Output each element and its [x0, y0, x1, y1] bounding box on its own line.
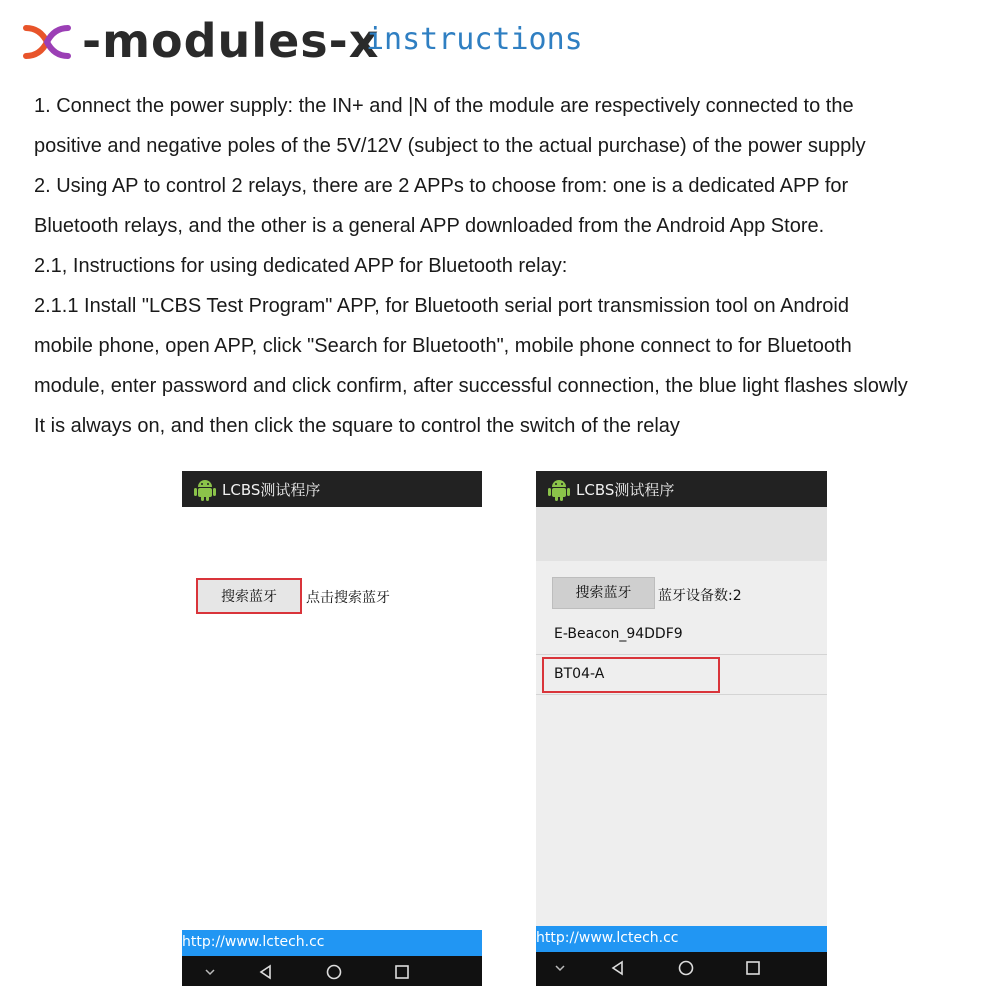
x-logo-icon [22, 24, 72, 60]
brand-header [22, 14, 412, 68]
search-bluetooth-button[interactable]: 搜索蓝牙 [196, 578, 302, 614]
text-line: mobile phone, open APP, click "Search for Bluetooth", mobile phone connect to for Bluetooth [34, 335, 852, 357]
text-line: module, enter password and click confirm, after successful connection, the blue light flashes slowly [34, 375, 908, 397]
url-text[interactable]: http://www.lctech.cc [536, 930, 679, 946]
brand-name: -modules-x [82, 14, 380, 68]
phone-screenshot-search [182, 471, 482, 986]
text-line: 2. Using AP to control 2 relays, there are 2 APPs to choose from: one is a dedicated APP for [34, 175, 849, 197]
device-count: 蓝牙设备数:2 [658, 588, 742, 604]
device-list-item[interactable] [536, 615, 827, 655]
device-name: BT04-A [554, 666, 605, 682]
android-nav-bar [182, 956, 482, 986]
text-line: 2.1.1 Install "LCBS Test Program" APP, for Bluetooth serial port transmission tool on Android [34, 295, 849, 317]
home-icon[interactable] [324, 962, 344, 982]
url-bar [536, 926, 827, 952]
text-line: Bluetooth relays, and the other is a general APP downloaded from the Android App Store. [34, 215, 825, 237]
app-title: LCBS测试程序 [576, 481, 675, 499]
back-icon[interactable] [608, 958, 628, 978]
android-icon [194, 477, 216, 501]
text-line: 2.1, Instructions for using dedicated APP for Bluetooth relay: [34, 255, 568, 277]
url-bar [182, 930, 482, 956]
device-name: E-Beacon_94DDF9 [554, 626, 683, 642]
text-line: It is always on, and then click the square to control the switch of the relay [34, 415, 680, 437]
phone-screenshot-devices [536, 471, 827, 986]
app-titlebar [536, 471, 827, 507]
search-bluetooth-button[interactable]: 搜索蓝牙 [552, 577, 655, 609]
instruction-text [34, 86, 1000, 446]
instructions-title: instructions [366, 22, 583, 57]
chevron-down-icon[interactable] [550, 958, 570, 978]
recent-apps-icon[interactable] [743, 958, 763, 978]
recent-apps-icon[interactable] [392, 962, 412, 982]
text-line: 1. Connect the power supply: the IN+ and |N of the module are respectively connected to the [34, 95, 854, 117]
search-hint: 点击搜索蓝牙 [306, 590, 390, 606]
chevron-down-icon[interactable] [200, 962, 220, 982]
selection-highlight [542, 657, 720, 693]
url-text[interactable]: http://www.lctech.cc [182, 934, 325, 950]
android-icon [548, 477, 570, 501]
text-line: positive and negative poles of the 5V/12V (subject to the actual purchase) of the power supply [34, 135, 866, 157]
android-nav-bar [536, 952, 827, 986]
home-icon[interactable] [676, 958, 696, 978]
app-title: LCBS测试程序 [222, 481, 321, 499]
app-titlebar [182, 471, 482, 507]
toolbar-band [536, 507, 827, 561]
back-icon[interactable] [256, 962, 276, 982]
